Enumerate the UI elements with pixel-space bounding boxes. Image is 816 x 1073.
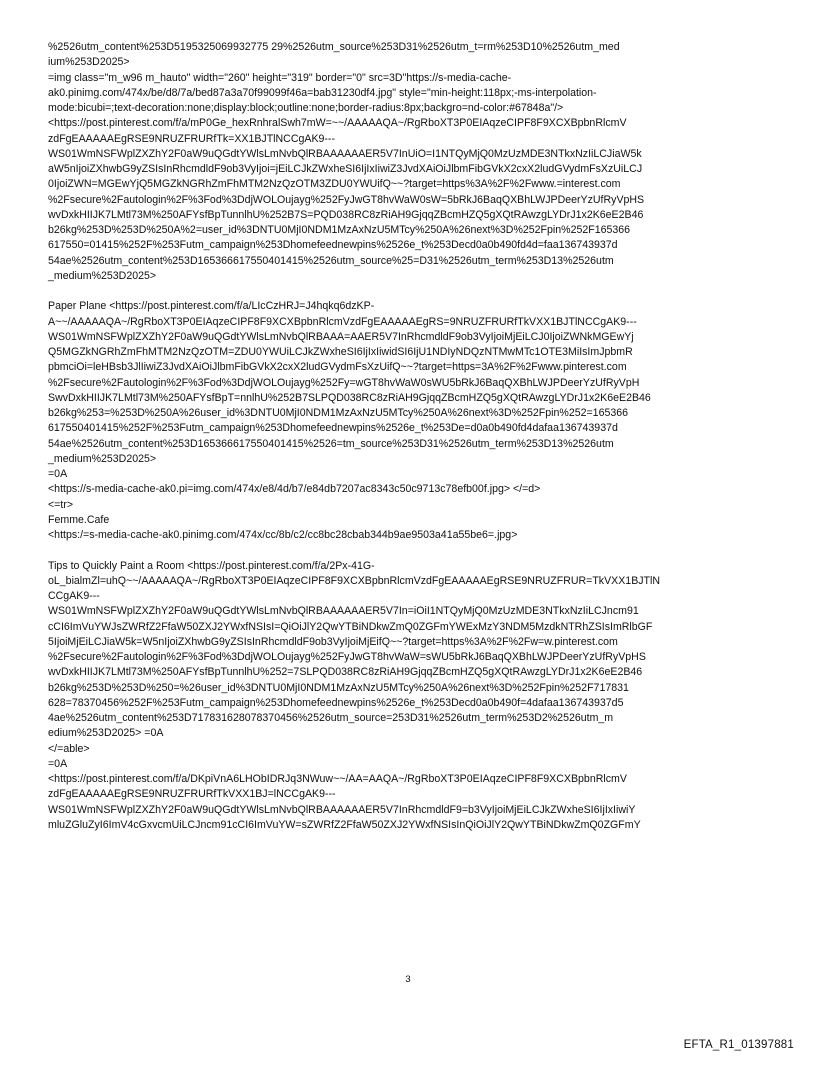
paragraph-gap — [48, 543, 778, 558]
text-line: </=able> — [48, 742, 90, 755]
text-line: Femme.Cafe — [48, 513, 110, 526]
document-id-stamp: EFTA_R1_01397881 — [683, 1039, 794, 1051]
text-line: SwvDxkHIIJK7LMtl73M%250AFYsfBpT=nnlhU%252B7SLPQD038RC8zRiAH9GjqqZBcmHZQ5gXQtRAwzgLYDrJ1x2K6eE2B46 — [48, 391, 651, 404]
text-line: wvDxkHIIJK7LMtl73M%250AFYsfBpTunnlhU%252=7SLPQD038RC8zRiAH9GjqqZBcmHZQ5gXQtRAwzgLYDrJ1x2K6eE2B46 — [48, 666, 643, 679]
text-line: %2526utm_content%253D5195325069932775 29%2526utm_source%253D31%2526utm_t=rm%253D10%2526utm_med — [48, 41, 620, 53]
text-line: _medium%253D2025> — [48, 269, 157, 282]
text-line: %2Fsecure%2Fautologin%2F%3Fod%3DdjWOLOujayg%252FyJwGT8hvWaW0sW=5bRkJ6BaqQXBhLWJPDeerYzUfRyVpHS — [48, 193, 645, 206]
text-line: =img class="m_w96 m_hauto" width="260" height="319" border="0" src=3D"https://s-media-cache- — [48, 71, 512, 84]
text-line: WS01WmNSFWplZXZhY2F0aW9uQGdtYWlsLmNvbQlRBAAA=AAER5V7InRhcmdldF9ob3VyIjoiMjEiLCJ0IjoiZWNkMGEwYj — [48, 330, 634, 343]
text-line: b26kg%253=%253D%250A%26user_id%3DNTU0MjI0NDM1MzAxNzU5MTcy%250A%26next%3D%252Fpin%252=165366 — [48, 407, 629, 419]
text-line: mode:bicubi=;text-decoration:none;display:block;outline:none;border-radius:8px;backgro=nd-color:#67848a"/> — [48, 102, 564, 114]
text-line: ak0.pinimg.com/474x/be/d8/7a/bed87a3a70f99099f46a=bab31230df4.jpg" style="min-height:118px;-ms-interpolation- — [48, 86, 597, 99]
text-line: zdFgEAAAAAEgRSE9NRUZFRURfTk=XX1BJTlNCCgAK9--- — [48, 132, 335, 145]
text-line: Paper Plane <https://post.pinterest.com/f/a/LIcCzHRJ=J4hqkq6dzKP- — [48, 300, 375, 313]
text-line: <https://post.pinterest.com/f/a/mP0Ge_hexRnhralSwh7mW=~~/AAAAAQA~/RgRboXT3P0EIAqzeCIPF8F9XCXBpbnRlcmV — [48, 117, 627, 130]
text-line: b26kg%253D%253D%250=%26user_id%3DNTU0MjI0NDM1MzAxNzU5MTcy%250A%26next%3D%252Fpin%252F717831 — [48, 681, 629, 694]
text-line: 628=78370456%252F%253Futm_campaign%253Dhomefeednewpins%2526e_t%253Decd0a0b490f=4dafaa136743937d5 — [48, 696, 624, 709]
text-line: b26kg%253D%253D%250A%2=user_id%3DNTU0MjI0NDM1MzAxNzU5MTcy%250A%26next%3D%252Fpin%252F165366 — [48, 224, 631, 236]
text-line: zdFgEAAAAAEgRSE9NRUZFRURfTkVXX1BJ=lNCCgAK9--- — [48, 788, 336, 801]
text-line: 617550=01415%252F%253Futm_campaign%253Dhomefeednewpins%2526e_t%253Decd0a0b490fd4d=faa136743937d — [48, 239, 618, 252]
text-line: <https://post.pinterest.com/f/a/DKpiVnA6LHObIDRJq3NWuw~~/AA=AAQA~/RgRboXT3P0EIAqzeCIPF8F9XCXBpbnRlcmV — [48, 773, 627, 785]
text-line: Q5MGZkNGRhZmFhMTM2NzQzOTM=ZDU0YWUiLCJkZWxheSI6IjIxIiwidSI6IjU1NDIyNDQzNTMwMTc1OTE3MiIsImJpbmR — [48, 346, 633, 358]
text-block — [48, 559, 778, 834]
email-body-text — [48, 40, 778, 833]
text-line: mluZGluZyI6ImV4cGxvcmUiLCJncm91cCI6ImVuYW=sZWRfZ2FfaW50ZXJ2YWxfNSIsInQiOiJlY2QwYTBiNDkwZmQ0ZGFmY — [48, 818, 641, 831]
text-line: 0IjoiZWN=MGEwYjQ5MGZkNGRhZmFhMTM2NzQzOTM3ZDU0YWUifQ~~?target=https%3A%2F%2Fwww.=interest.com — [48, 178, 621, 191]
text-line: oL_bialmZl=uhQ~~/AAAAAQA~/RgRboXT3P0EIAqzeCIPF8F9XCXBpbnRlcmVzdFgEAAAAAEgRSE9NRUZFRUR=TkVXX1BJTlN — [48, 574, 661, 587]
paragraph-gap — [48, 284, 778, 299]
text-line: %2Fsecure%2Fautologin%2F%3Fod%3DdjWOLOujayg%252FyJwGT8hvWaW=sWU5bRkJ6BaqQXBhLWJPDeerYzUfRyVpHS — [48, 651, 646, 663]
text-line: Tips to Quickly Paint a Room <https://post.pinterest.com/f/a/2Px-41G- — [48, 559, 375, 572]
text-line: pbmciOi=leHBsb3JlIiwiZ3JvdXAiOiJlbmFibGVkX2cxX2ludGVydmFsXzUifQ~~?target=https=3A%2F%2Fwww.pinterest.com — [48, 361, 627, 374]
text-line: <https://s-media-cache-ak0.pi=img.com/474x/e8/4d/b7/e84db7207ac8343c50c9713c78efb00f.jpg> </=d> — [48, 483, 541, 496]
text-line: <=tr> — [48, 498, 74, 511]
text-line: wvDxkHIIJK7LMtl73M%250AFYsfBpTunnlhU%252B7S=PQD038RC8zRiAH9GjqqZBcmHZQ5gXQtRAwzgLYDrJ1x2K6eE2B46 — [48, 208, 644, 221]
text-line: CCgAK9--- — [48, 590, 100, 602]
text-line: <https:/=s-media-cache-ak0.pinimg.com/474x/cc/8b/c2/cc8bc28cbab344b9ae9503a41a55be6=.jpg> — [48, 529, 518, 541]
text-line: aW5nIjoiZXhwbG9yZSIsInRhcmdldF9ob3VyIjoi=jEiLCJkZWxheSI6IjIxIiwiZ3JvdXAiOiJlbmFibGVkX2cxX2ludGVydmFsXzUiLCJ — [48, 163, 643, 175]
page-number: 3 — [405, 974, 411, 985]
text-line: 4ae%2526utm_content%253D717831628078370456%2526utm_source=253D31%2526utm_term%253D2%2526utm_m — [48, 712, 614, 724]
text-block — [48, 40, 778, 284]
text-line: WS01WmNSFWplZXZhY2F0aW9uQGdtYWlsLmNvbQlRBAAAAAAER5V7InRhcmdldF9=b3VyIjoiMjEiLCJkZWxheSI6IjIxIiwiY — [48, 803, 636, 816]
text-block — [48, 299, 778, 543]
text-line: cCI6ImVuYWJsZWRfZ2FfaW50ZXJ2YWxfNSIsI=QiOiJlY2QwYTBiNDkwZmQ0ZGFmYWExMzY3NDM5MzdkNTRhZSIsImRlbGF — [48, 620, 653, 633]
text-line: 54ae%2526utm_content%253D165366617550401415%2526=tm_source%253D31%2526utm_term%253D13%2526utm — [48, 437, 614, 450]
text-line: _medium%253D2025> — [48, 452, 157, 465]
text-line: A~~/AAAAAQA~/RgRboXT3P0EIAqzeCIPF8F9XCXBpbnRlcmVzdFgEAAAAAEgRS=9NRUZFRURfTkVXX1BJTlNCCgAK9--- — [48, 315, 637, 328]
text-line: =0A — [48, 757, 68, 770]
text-line: 617550401415%252F%253Futm_campaign%253Dhomefeednewpins%2526e_t%253De=d0a0b490fd4dafaa136743937d — [48, 422, 618, 435]
text-line: WS01WmNSFWplZXZhY2F0aW9uQGdtYWlsLmNvbQlRBAAAAAAER5V7In=iOiI1NTQyMjQ0MzUzMDE3NTkxNzIiLCJncm91 — [48, 605, 639, 618]
text-line: %2Fsecure%2Fautologin%2F%3Fod%3DdjWOLOujayg%252Fy=wGT8hvWaW0sWU5bRkJ6BaqQXBhLWJPDeerYzUfRyVpH — [48, 376, 640, 389]
text-line: WS01WmNSFWplZXZhY2F0aW9uQGdtYWlsLmNvbQlRBAAAAAAER5V7InUiO=I1NTQyMjQ0MzUzMDE3NTkxNzIiLCJiaW5k — [48, 147, 642, 160]
text-line: edium%253D2025> =0A — [48, 727, 164, 740]
text-line: 54ae%2526utm_content%253D165366617550401415%2526utm_source%25=D31%2526utm_term%253D13%2526utm — [48, 254, 614, 267]
text-line: 5IjoiMjEiLCJiaW5k=W5nIjoiZXhwbG9yZSIsInRhcmdldF9ob3VyIjoiMjEifQ~~?target=https%3A%2F%2Fw=w.pinterest.com — [48, 635, 618, 648]
text-line: =0A — [48, 468, 68, 480]
text-line: ium%253D2025> — [48, 56, 130, 69]
